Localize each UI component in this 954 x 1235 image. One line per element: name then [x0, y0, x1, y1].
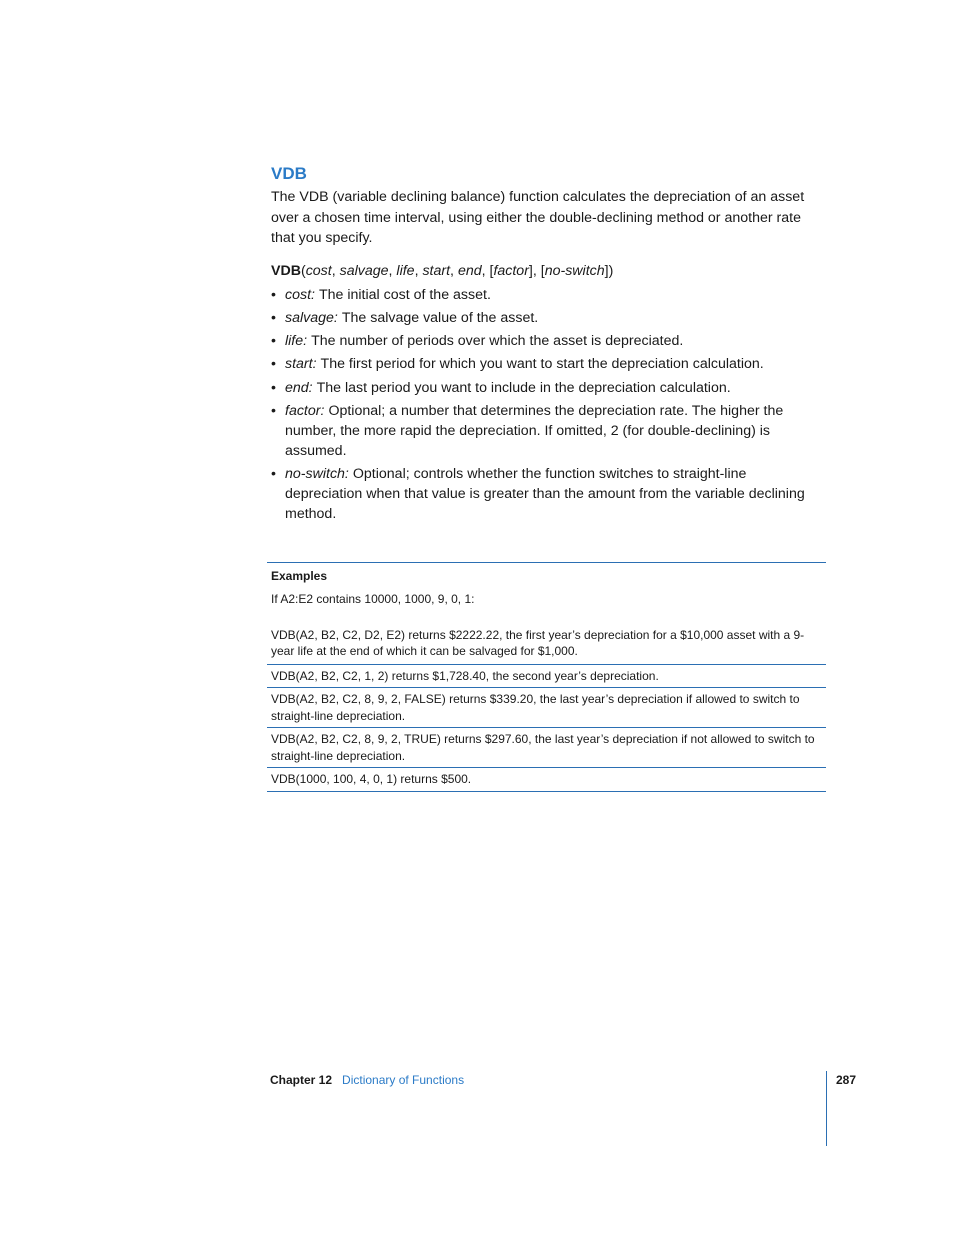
argument-description: The number of periods over which the asset is depreciated.: [311, 333, 684, 350]
syntax-arg-end: end: [457, 262, 482, 279]
syntax-close: ]): [604, 262, 614, 279]
argument-list: [271, 285, 827, 525]
chapter-title-link[interactable]: Dictionary of Functions: [342, 1073, 465, 1087]
argument-description: The first period for which you want to start the depreciation calculation.: [320, 356, 764, 373]
list-item: [271, 354, 827, 374]
syntax-sep: ], [: [528, 262, 545, 279]
main-content: [271, 163, 827, 528]
syntax-sep: ,: [450, 262, 458, 279]
page-footer: [270, 1071, 860, 1089]
example-text: VDB(A2, B2, C2, D2, E2) returns $2222.22, the first year’s depreciation for a $10,000 asset with a 9-year life at the end of which it can be salvaged for $1,000.: [271, 627, 805, 658]
argument-name: end:: [285, 379, 313, 396]
syntax-sep: ,: [414, 262, 423, 279]
table-row: VDB(1000, 100, 4, 0, 1) returns $500.: [267, 768, 826, 792]
chapter-label: Chapter 12: [270, 1073, 333, 1087]
list-item: [271, 401, 827, 461]
syntax-sep: ,: [331, 262, 340, 279]
function-syntax: [271, 261, 827, 281]
bullet: •: [271, 402, 276, 419]
syntax-arg-no-switch: no-switch: [544, 262, 605, 279]
argument-description: The salvage value of the asset.: [341, 309, 539, 326]
syntax-arg-salvage: salvage: [339, 262, 389, 279]
bullet: •: [271, 333, 276, 350]
syntax-sep: ,: [388, 262, 397, 279]
bullet: •: [271, 286, 276, 303]
bullet: •: [271, 309, 276, 326]
footer-divider: [826, 1071, 827, 1146]
argument-description: The last period you want to include in the depreciation calculation.: [316, 379, 731, 396]
syntax-open: (: [300, 262, 306, 279]
table-row: VDB(A2, B2, C2, 8, 9, 2, TRUE) returns $297.60, the last year’s depreciation if not allowed to switch to straight-line depreciation.: [267, 728, 826, 768]
list-item: [271, 464, 827, 524]
bullet: •: [271, 379, 276, 396]
argument-description: Optional; a number that determines the depreciation rate. The higher the number, the more rapid the depreciation. If omitted, 2 (for double-declining) is assumed.: [285, 402, 784, 459]
examples-table: [267, 562, 826, 792]
list-item: [271, 285, 827, 305]
list-item: [271, 331, 827, 351]
examples-title: Examples: [271, 569, 328, 583]
argument-description: Optional; controls whether the function switches to straight-line depreciation when that value is greater than the amount from the variable declining method.: [285, 466, 805, 523]
list-item: [271, 378, 827, 398]
syntax-arg-cost: cost: [305, 262, 332, 279]
examples-setup: [267, 584, 826, 664]
bullet: •: [271, 356, 276, 373]
page-number: 287: [836, 1073, 857, 1087]
list-item: [271, 308, 827, 328]
syntax-arg-life: life: [396, 262, 415, 279]
argument-name: start:: [285, 356, 317, 373]
argument-name: life:: [285, 333, 308, 350]
syntax-function-name: VDB: [271, 262, 301, 279]
argument-name: no-switch:: [285, 466, 349, 483]
bullet: •: [271, 466, 276, 483]
syntax-arg-factor: factor: [493, 262, 529, 279]
syntax-arg-start: start: [422, 262, 451, 279]
argument-description: The initial cost of the asset.: [318, 286, 491, 303]
argument-name: factor:: [285, 402, 325, 419]
syntax-sep: , [: [481, 262, 494, 279]
spacer: [271, 608, 822, 627]
section-intro: The VDB (variable declining balance) function calculates the depreciation of an asset over a chosen time interval, using either the double-declining method or another rate that you specify.: [271, 189, 805, 246]
table-row: VDB(A2, B2, C2, 8, 9, 2, FALSE) returns $339.20, the last year’s depreciation if allowed to switch to straight-line depreciation.: [267, 688, 826, 728]
section-title: VDB: [271, 164, 307, 183]
examples-setup-text: If A2:E2 contains 10000, 1000, 9, 0, 1:: [271, 592, 475, 606]
table-row: VDB(A2, B2, C2, 1, 2) returns $1,728.40, the second year’s depreciation.: [267, 664, 826, 689]
argument-name: salvage:: [285, 309, 338, 326]
argument-name: cost:: [285, 286, 315, 303]
